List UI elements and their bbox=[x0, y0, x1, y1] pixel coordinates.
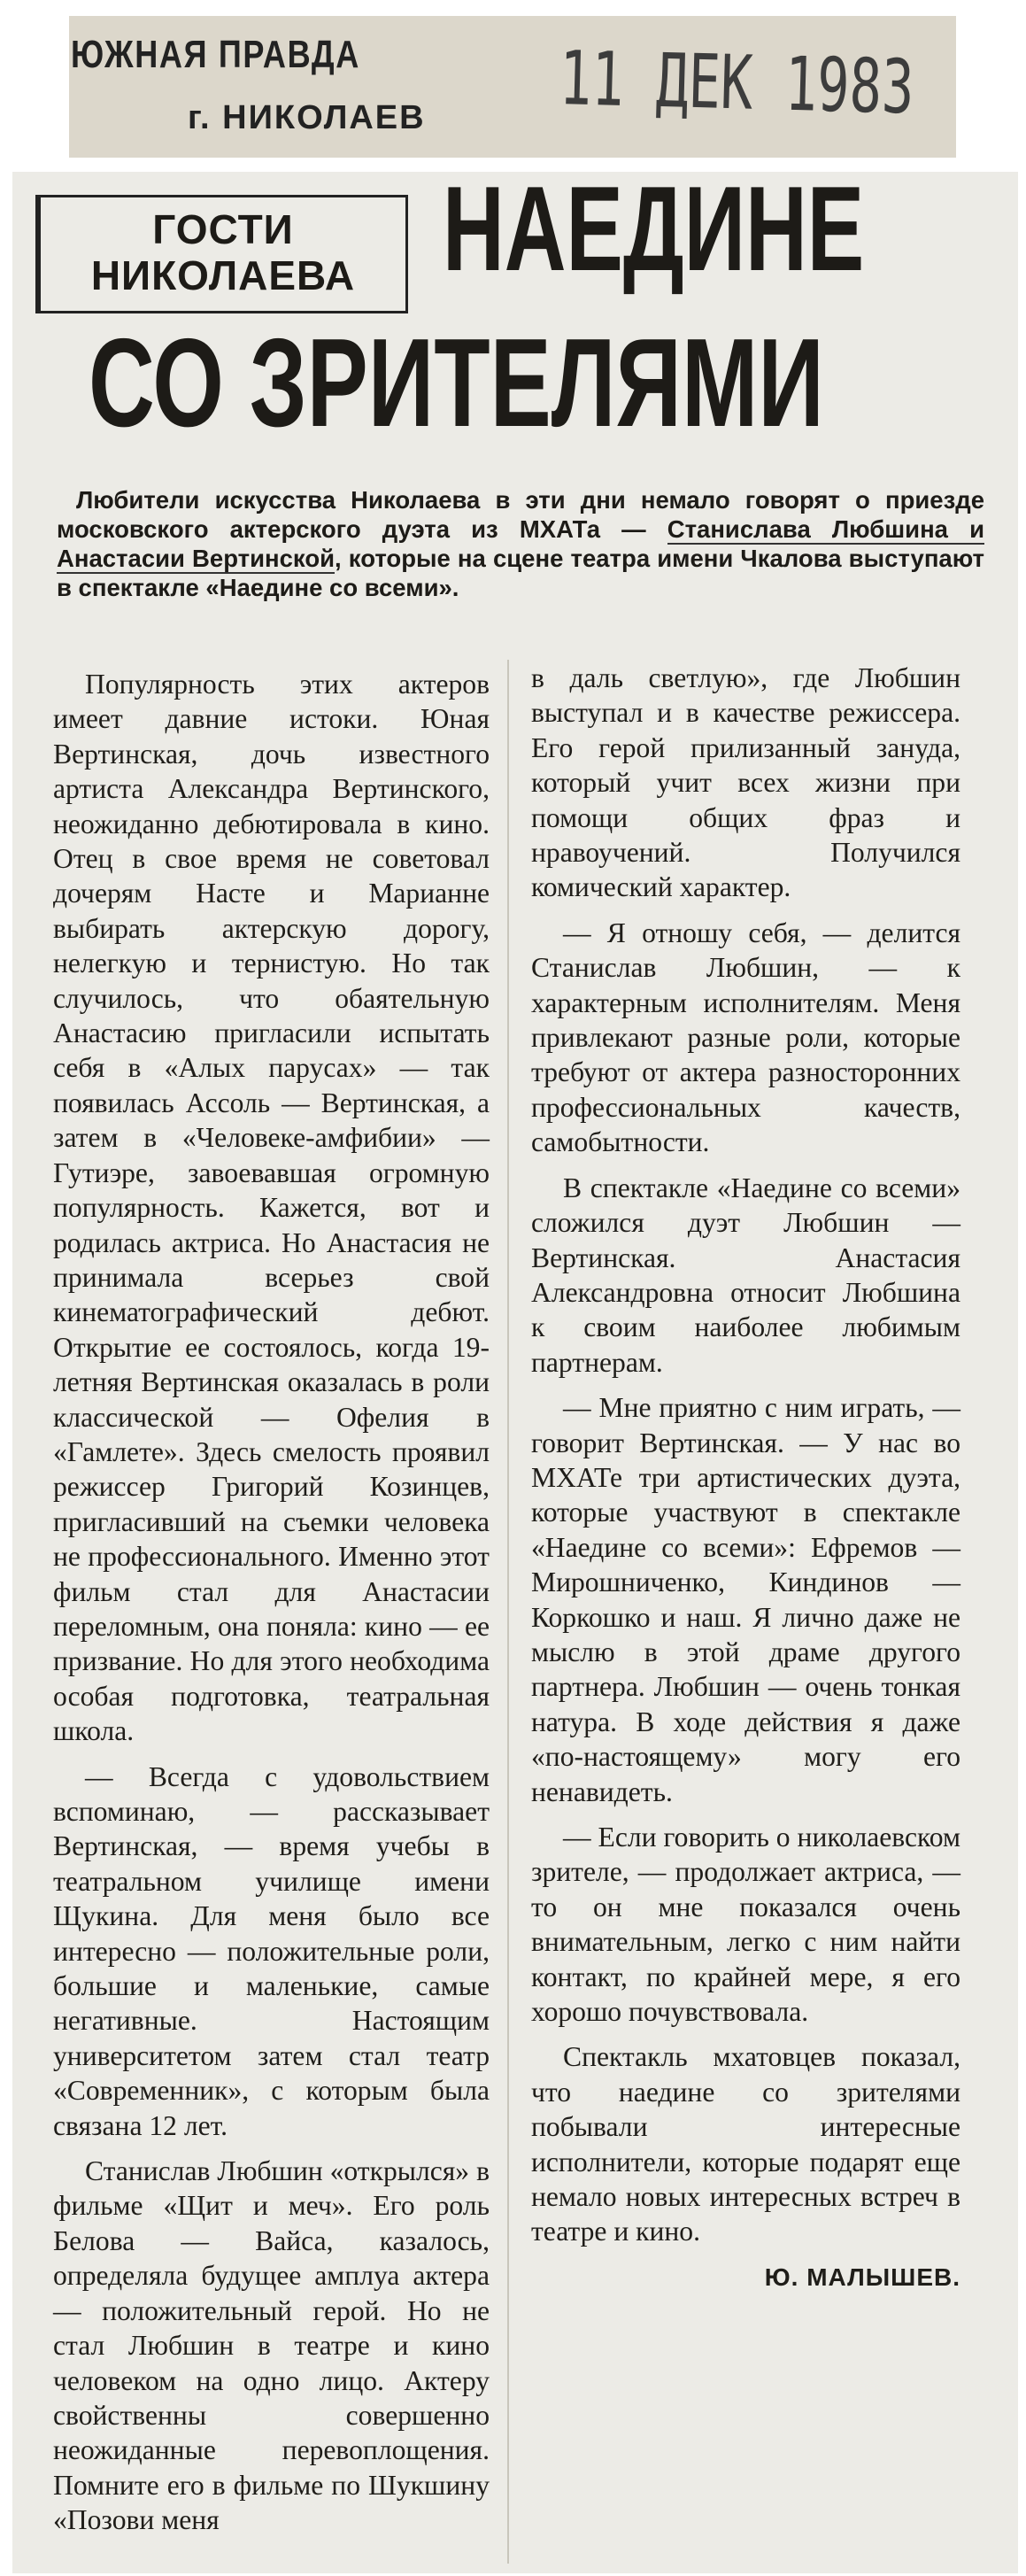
paragraph: — Всегда с удовольствием вспоминаю, — рассказывает Вертинская, — время учебы в театральном училище имени Щукина. Для меня было все интересно — положительные роли, большие и маленькие, самые негативные. Настоящим университетом затем стал театр «Современник», с которым была связана 12 лет. bbox=[53, 1760, 490, 2141]
rubric-box bbox=[35, 195, 408, 313]
author-signature: Ю. МАЛЫШЕВ. bbox=[764, 2263, 960, 2291]
paragraph: — Если говорить о николаевском зрителе, — продолжает актриса, — то он мне показался очень внимательным, легко с ним найти контакт, по крайней мере, я его хорошо почувствовала. bbox=[531, 1822, 960, 2028]
paragraph: Популярность этих актеров имеет давние истоки. Юная Вертинская, дочь известного артиста Александра Вертинского, неожиданно дебютировала в кино. Отец в свое время не советовал дочерям Насте и Марианне выбирать актерскую дорогу, нелегкую и тернистую. Но так случилось, что обаятельную Анастасию пригласили испытать себя в «Алых парусах» — так появилась Ассоль — Вертинская, а затем в «Человеке-амфибии» — Гутиэре, завоевавшая огромную популярность. Кажется, вот и родилась актриса. Но Анастасия не принимала всерьез свой кинематографический дебют. Открытие ее состоялось, когда 19-летняя Вертинская оказалась в роли классической — Офелия в «Гамлете». Здесь смелость проявил режиссер Григорий Козинцев, пригласивший на съемки человека не профессионального. Именно этот фильм стал для Анастасии переломным, она поняла: кино — ее призвание. Но для этого необходима особая подготовка, театральная школа. bbox=[53, 669, 490, 1747]
paragraph: — Я отношу себя, — делится Станислав Любшин, — к характерным исполнителям. Меня привлекают разные роли, которые требуют от актера разносторонних профессиональных качеств, самобытности. bbox=[531, 917, 960, 1158]
stamp-newspaper-name bbox=[71, 33, 360, 97]
paragraph: В спектакле «Наедине со всеми» сложился дуэт Любшин — Вертинская. Анастасия Александровна относит Любшина к своим наиболее любимым партнерам. bbox=[531, 1172, 960, 1378]
headline-line-2: СО ЗРИТЕЛЯМИ bbox=[89, 313, 824, 453]
rubric-line-2: НИКОЛАЕВА bbox=[90, 252, 356, 298]
rubric-line-1: ГОСТИ bbox=[152, 206, 294, 252]
rubric-label bbox=[41, 206, 405, 298]
paragraph: Станислав Любшин «открылся» в фильме «Щит и меч». Его роль Белова — Вайса, казалось, определяла будущее амплуа актера — положительный герой. Но не стал Любшин в театре и кино человеком на одно лицо. Актеру свойственны совершенно неожиданные перевоплощения. Помните его в фильме по Шукшину «Позови меня bbox=[53, 2155, 490, 2536]
article-column-2 bbox=[531, 661, 960, 2305]
lead-names: Станислава Любшина и Анастасии Вертинской bbox=[57, 515, 984, 572]
lead-paragraph bbox=[57, 485, 984, 602]
lead-start: Любители искусства Николаева в эти дни немало говорят о приезде московского актерского дуэта из МХАТа — bbox=[57, 486, 984, 543]
stamp-date: 11 ДЕК 1983 bbox=[558, 35, 915, 131]
stamp-paper-title: ЮЖНАЯ ПРАВДА bbox=[71, 33, 360, 76]
paragraph: — Мне приятно с ним играть, — говорит Вертинская. — У нас во МХАТе три артистических дуэта, которые участвуют в спектакле «Наедине со всеми»: Ефремов — Мирошниченко, Киндинов — Коркошко и наш. Я лично даже не мыслю в этой драме другого партнера. Любшин — очень тонкая натура. В ходе действия я даже «по-настоящему» могу его ненавидеть. bbox=[531, 1392, 960, 1807]
headline-line-1: НАЕДИНЕ bbox=[443, 161, 865, 296]
article-column-1 bbox=[53, 667, 490, 2549]
stamp-city: г. НИКОЛАЕВ bbox=[188, 99, 426, 136]
paragraph: Спектакль мхатовцев показал, что наедине со зрителями побывали интересные исполнители, которые подарят еще немало новых интересных встреч в театре и кино. bbox=[531, 2041, 960, 2247]
paragraph: в даль светлую», где Любшин выступал и в качестве режиссера. Его герой прилизанный зануда, который учит всех жизни при помощи общих фраз и нравоучений. Получился комический характер. bbox=[531, 662, 960, 903]
column-divider bbox=[507, 660, 509, 2564]
lead-end: , которые на сцене театра имени Чкалова выступают в спектакле «Наедине со всеми». bbox=[57, 545, 984, 601]
